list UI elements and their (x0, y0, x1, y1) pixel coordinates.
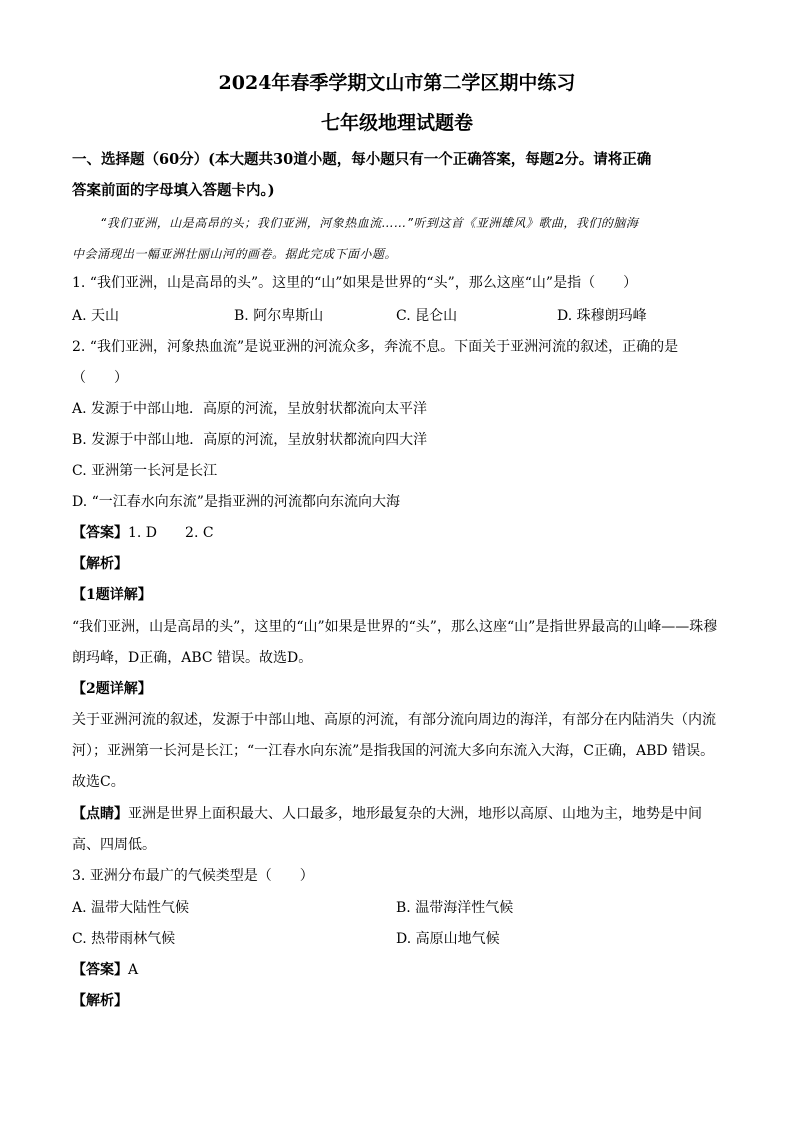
question-1-option-c: C. 昆仑山 (396, 308, 458, 324)
detail-2-line2: 河）；亚洲第一长河是长江；“一江春水向东流”是指我国的河流大多向东流入大海，C正确，ABD 错误。 (72, 743, 715, 759)
question-1-option-a: A. 天山 (72, 308, 120, 324)
detail-2-line3: 故选C。 (72, 774, 125, 790)
detail-1-line1: “我们亚洲，山是高昂的头”，这里的“山”如果是世界的“头”，那么这座“山”是指世界最高的山峰——珠穆 (72, 619, 718, 635)
question-2-option-b: B. 发源于中部山地．高原的河流，呈放射状都流向四大洋 (72, 432, 428, 448)
answer-3-text: A (128, 962, 139, 978)
answer-text: 1. D 2. C (128, 525, 214, 541)
question-2-option-c: C. 亚洲第一长河是长江 (72, 463, 218, 479)
answer-tag: 【答案】 (72, 525, 128, 541)
key-point-text: 亚洲是世界上面积最大、人口最多，地形最复杂的大洲，地形以高原、山地为主，地势是中间 (128, 806, 702, 822)
question-2-option-d: D. “一江春水向东流”是指亚洲的河流都向东流向大海 (72, 494, 400, 510)
detail-1-line2: 朗玛峰，D正确，ABC 错误。故选D。 (72, 650, 313, 666)
section-heading-line1: 一、选择题（60分）(本大题共30道小题，每小题只有一个正确答案，每题2分。请将正确 (72, 151, 652, 168)
question-3-option-b: B. 温带海洋性气候 (396, 900, 514, 916)
key-point-tag: 【点睛】 (72, 806, 128, 822)
key-point-line2: 高、四周低。 (72, 837, 156, 853)
answer-3 (72, 960, 138, 980)
question-1-stem: 1. “我们亚洲，山是高昂的头”。这里的“山”如果是世界的“头”，那么这座“山”是指（ ） (72, 275, 638, 291)
exam-title: 2024年春季学期文山市第二学区期中练习 (218, 72, 576, 94)
question-3-option-c: C. 热带雨林气候 (72, 931, 176, 947)
question-3-option-d: D. 高原山地气候 (396, 931, 500, 947)
detail-1-tag: 【1题详解】 (72, 587, 152, 603)
exam-subtitle: 七年级地理试题卷 (320, 112, 473, 134)
answer-3-tag: 【答案】 (72, 962, 128, 978)
question-1-option-b: B. 阿尔卑斯山 (234, 308, 324, 324)
detail-2-line1: 关于亚洲河流的叙述，发源于中部山地、高原的河流，有部分流向周边的海洋，有部分在内陆消失（内流 (72, 712, 716, 728)
intro-line2: 中会涌现出一幅亚洲壮丽山河的画卷。据此完成下面小题。 (72, 247, 398, 261)
question-3-stem: 3. 亚洲分布最广的气候类型是（ ） (72, 868, 314, 884)
question-1-option-d: D. 珠穆朗玛峰 (557, 308, 647, 324)
section-heading-line2: 答案前面的字母填入答题卡内。) (72, 182, 275, 199)
question-2-option-a: A. 发源于中部山地．高原的河流，呈放射状都流向太平洋 (72, 401, 428, 417)
key-point-line1 (72, 804, 702, 824)
analysis-tag-1: 【解析】 (72, 556, 128, 572)
analysis-tag-3: 【解析】 (72, 993, 128, 1009)
question-3-option-a: A. 温带大陆性气候 (72, 900, 190, 916)
answer-1-2 (72, 523, 214, 543)
detail-2-tag: 【2题详解】 (72, 681, 152, 697)
question-2-stem-line1: 2. “我们亚洲，河象热血流”是说亚洲的河流众多，奔流不息。下面关于亚洲河流的叙述，正确的是 (72, 339, 679, 355)
intro-line1: “我们亚洲，山是高昂的头；我们亚洲，河象热血流……”听到这首《亚洲雄风》歌曲，我们的脑海 (100, 216, 639, 230)
question-2-stem-line2: （ ） (72, 370, 128, 386)
